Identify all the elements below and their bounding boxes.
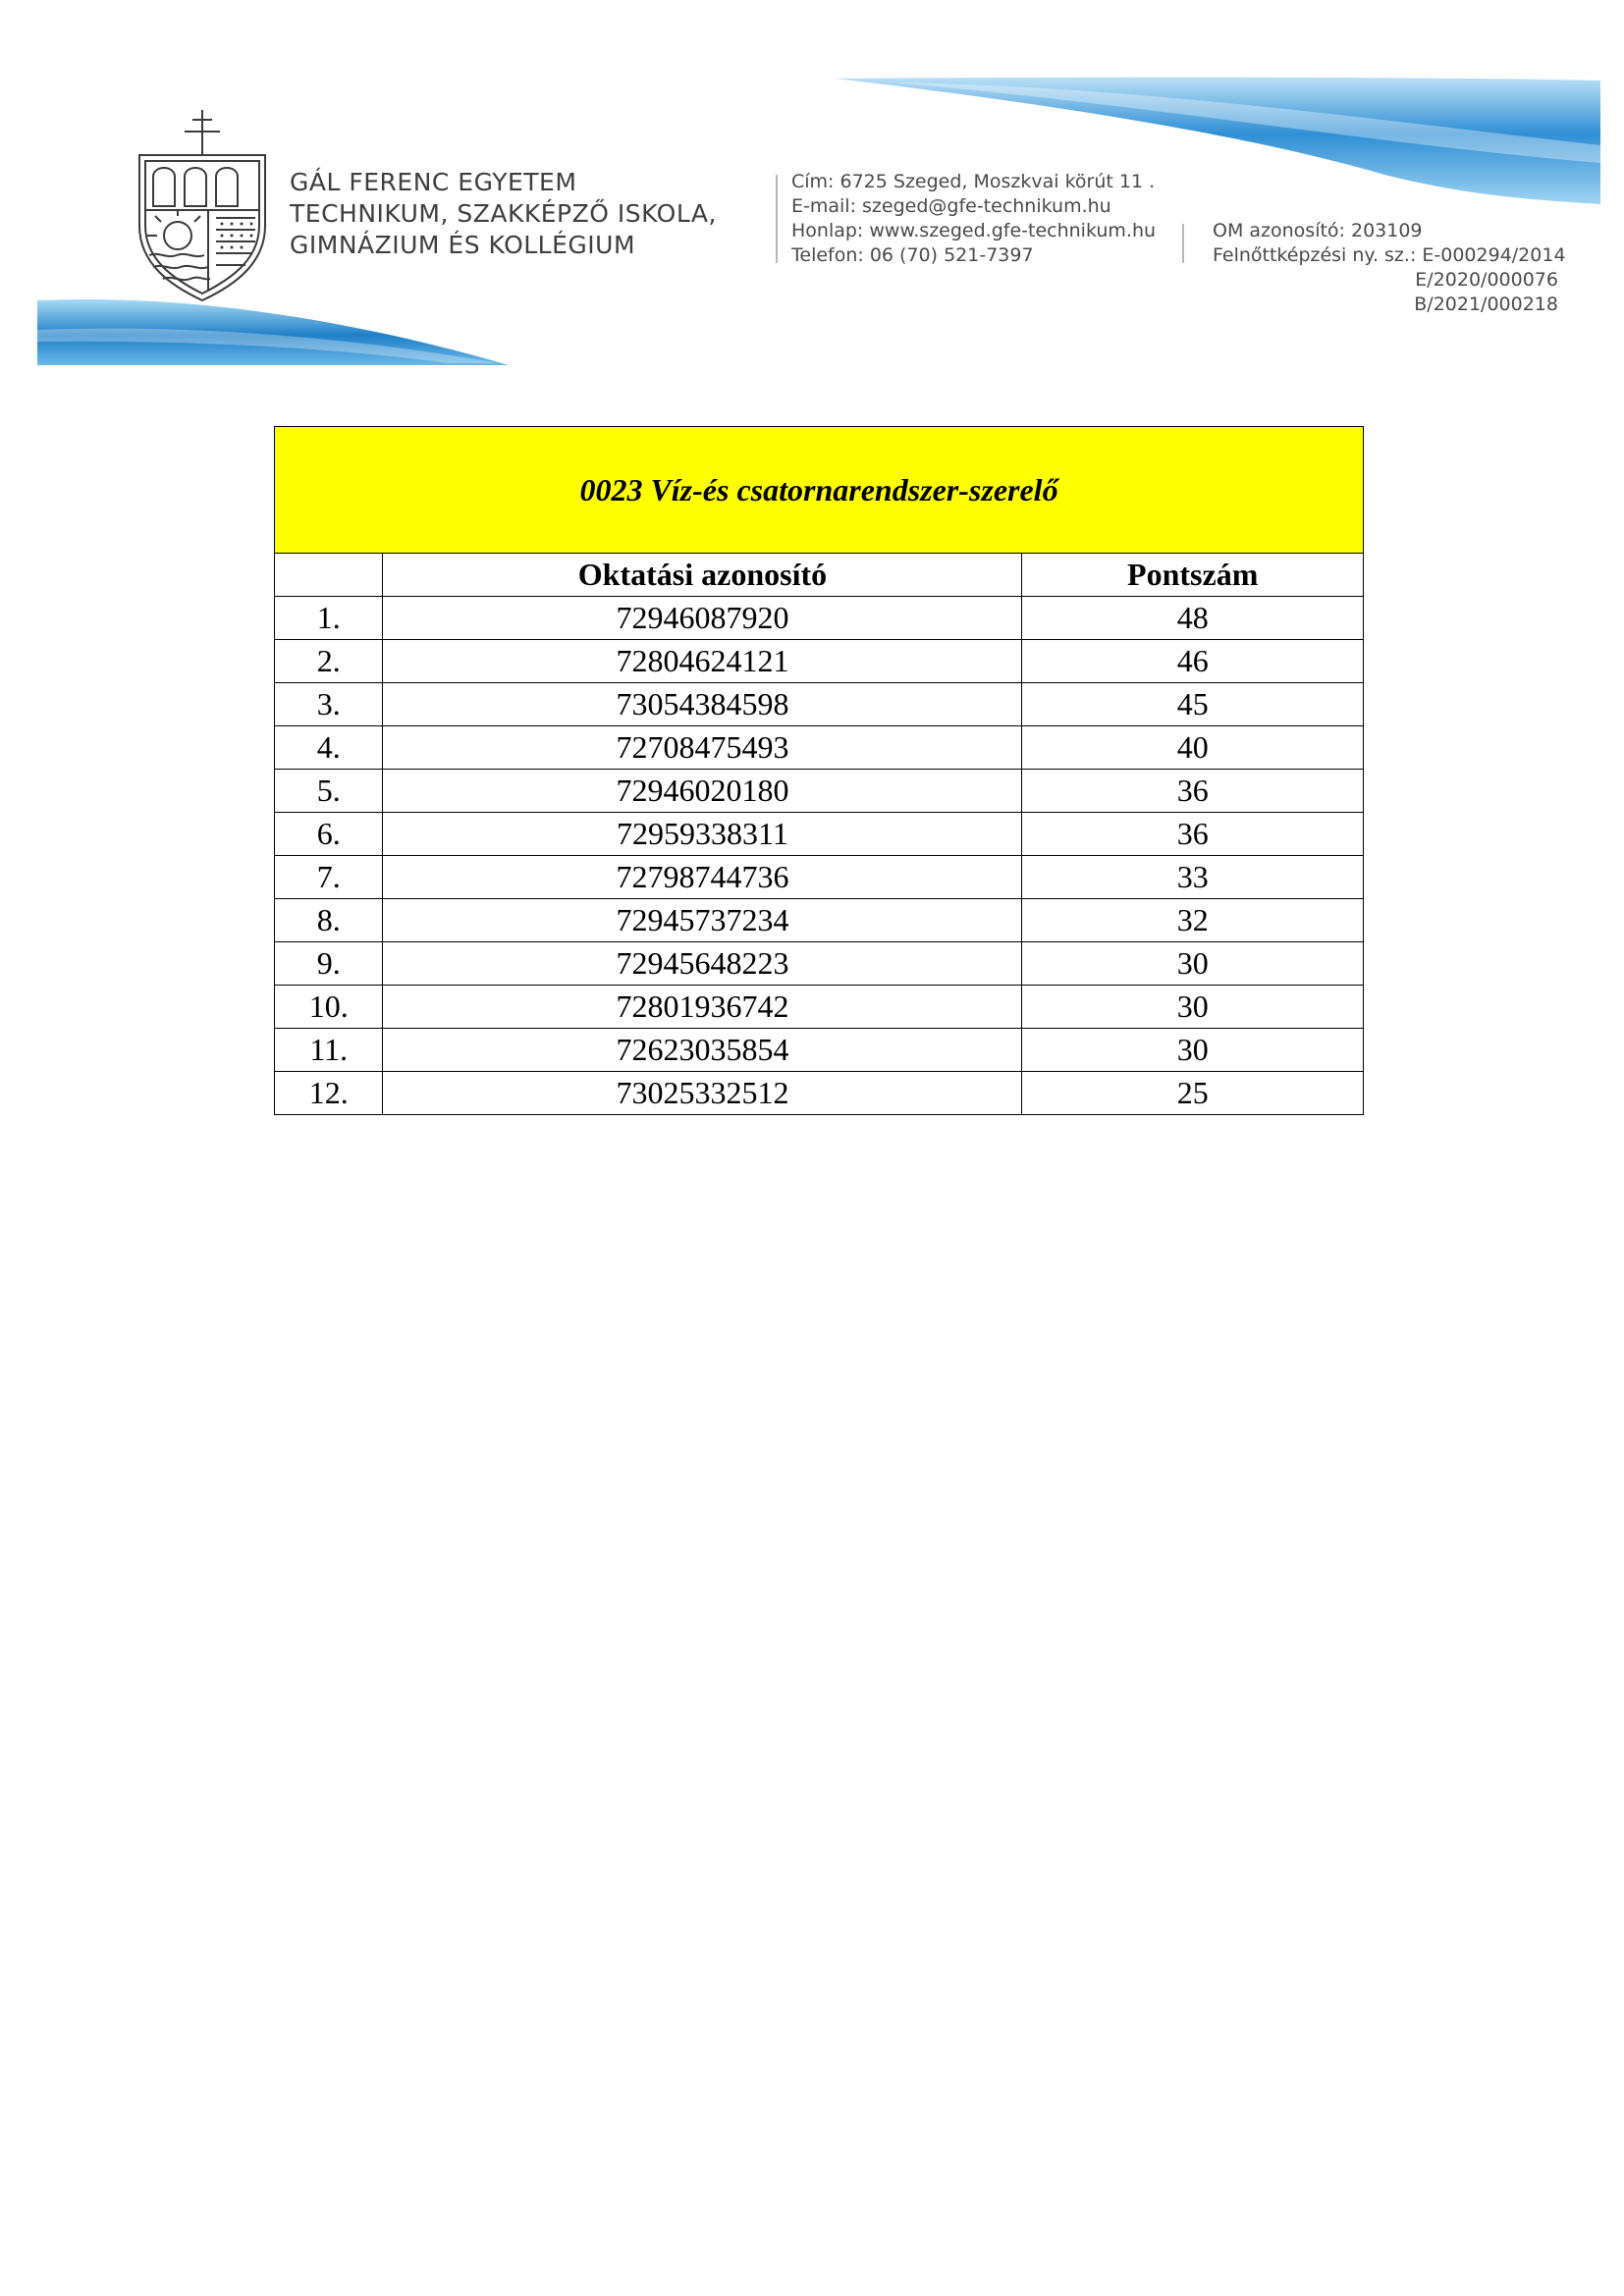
registry-info — [1213, 219, 1566, 317]
table-row — [275, 1029, 1364, 1072]
rank-cell: 9. — [275, 942, 383, 986]
table-row — [275, 597, 1364, 640]
rank-cell: 1. — [275, 597, 383, 640]
table-row — [275, 683, 1364, 726]
rank-cell: 10. — [275, 986, 383, 1029]
education-id-cell: 72623035854 — [383, 1029, 1022, 1072]
om-id: OM azonosító: 203109 — [1213, 220, 1423, 241]
score-cell: 36 — [1022, 813, 1364, 856]
score-cell: 33 — [1022, 856, 1364, 899]
score-cell: 48 — [1022, 597, 1364, 640]
contact-phone: Telefon: 06 (70) 521-7397 — [791, 244, 1034, 266]
school-name-line-3: GIMNÁZIUM ÉS KOLLÉGIUM — [290, 231, 636, 259]
school-name-line-1: GÁL FERENC EGYETEM — [290, 168, 577, 196]
score-cell: 46 — [1022, 640, 1364, 683]
education-id-cell: 73025332512 — [383, 1072, 1022, 1115]
column-header-score: Pontszám — [1022, 554, 1364, 597]
table-title-row — [275, 427, 1364, 554]
score-cell: 32 — [1022, 899, 1364, 942]
contact-info — [791, 170, 1156, 268]
school-crest-logo — [134, 108, 271, 304]
letterhead — [0, 0, 1624, 373]
adult-education-number: Felnőttképzési ny. sz.: E-000294/2014 — [1213, 244, 1566, 266]
table-row — [275, 942, 1364, 986]
education-id-cell: 72946020180 — [383, 770, 1022, 813]
contact-email: E-mail: szeged@gfe-technikum.hu — [791, 195, 1111, 217]
education-id-cell: 72945737234 — [383, 899, 1022, 942]
rank-cell: 11. — [275, 1029, 383, 1072]
rank-cell: 3. — [275, 683, 383, 726]
education-id-cell: 72804624121 — [383, 640, 1022, 683]
table-row — [275, 899, 1364, 942]
score-cell: 30 — [1022, 986, 1364, 1029]
education-id-cell: 72708475493 — [383, 726, 1022, 770]
rank-cell: 7. — [275, 856, 383, 899]
results-table — [274, 426, 1364, 1115]
score-cell: 45 — [1022, 683, 1364, 726]
header-divider — [1182, 224, 1184, 263]
rank-cell: 2. — [275, 640, 383, 683]
score-cell: 36 — [1022, 770, 1364, 813]
registry-number-3: B/2021/000218 — [1414, 294, 1558, 315]
column-header-education-id: Oktatási azonosító — [383, 554, 1022, 597]
column-header-rank — [275, 554, 383, 597]
contact-website: Honlap: www.szeged.gfe-technikum.hu — [791, 220, 1157, 241]
rank-cell: 6. — [275, 813, 383, 856]
table-title: 0023 Víz-és csatornarendszer-szerelő — [275, 427, 1364, 554]
table-row — [275, 986, 1364, 1029]
table-row — [275, 1072, 1364, 1115]
rank-cell: 5. — [275, 770, 383, 813]
score-cell: 30 — [1022, 1029, 1364, 1072]
education-id-cell: 72945648223 — [383, 942, 1022, 986]
table-row — [275, 770, 1364, 813]
header-divider — [776, 175, 778, 263]
table-row — [275, 856, 1364, 899]
registry-number-2: E/2020/000076 — [1415, 269, 1558, 291]
education-id-cell: 72798744736 — [383, 856, 1022, 899]
education-id-cell: 72959338311 — [383, 813, 1022, 856]
score-cell: 25 — [1022, 1072, 1364, 1115]
rank-cell: 4. — [275, 726, 383, 770]
wave-decoration-bottom — [37, 294, 509, 365]
school-name-line-2: TECHNIKUM, SZAKKÉPZŐ ISKOLA, — [290, 199, 717, 228]
education-id-cell: 72946087920 — [383, 597, 1022, 640]
education-id-cell: 73054384598 — [383, 683, 1022, 726]
table-row — [275, 640, 1364, 683]
table-row — [275, 726, 1364, 770]
school-name — [290, 167, 717, 261]
rank-cell: 12. — [275, 1072, 383, 1115]
contact-address: Cím: 6725 Szeged, Moszkvai körút 11 . — [791, 171, 1156, 192]
score-cell: 30 — [1022, 942, 1364, 986]
score-cell: 40 — [1022, 726, 1364, 770]
education-id-cell: 72801936742 — [383, 986, 1022, 1029]
table-header-row — [275, 554, 1364, 597]
table-row — [275, 813, 1364, 856]
rank-cell: 8. — [275, 899, 383, 942]
